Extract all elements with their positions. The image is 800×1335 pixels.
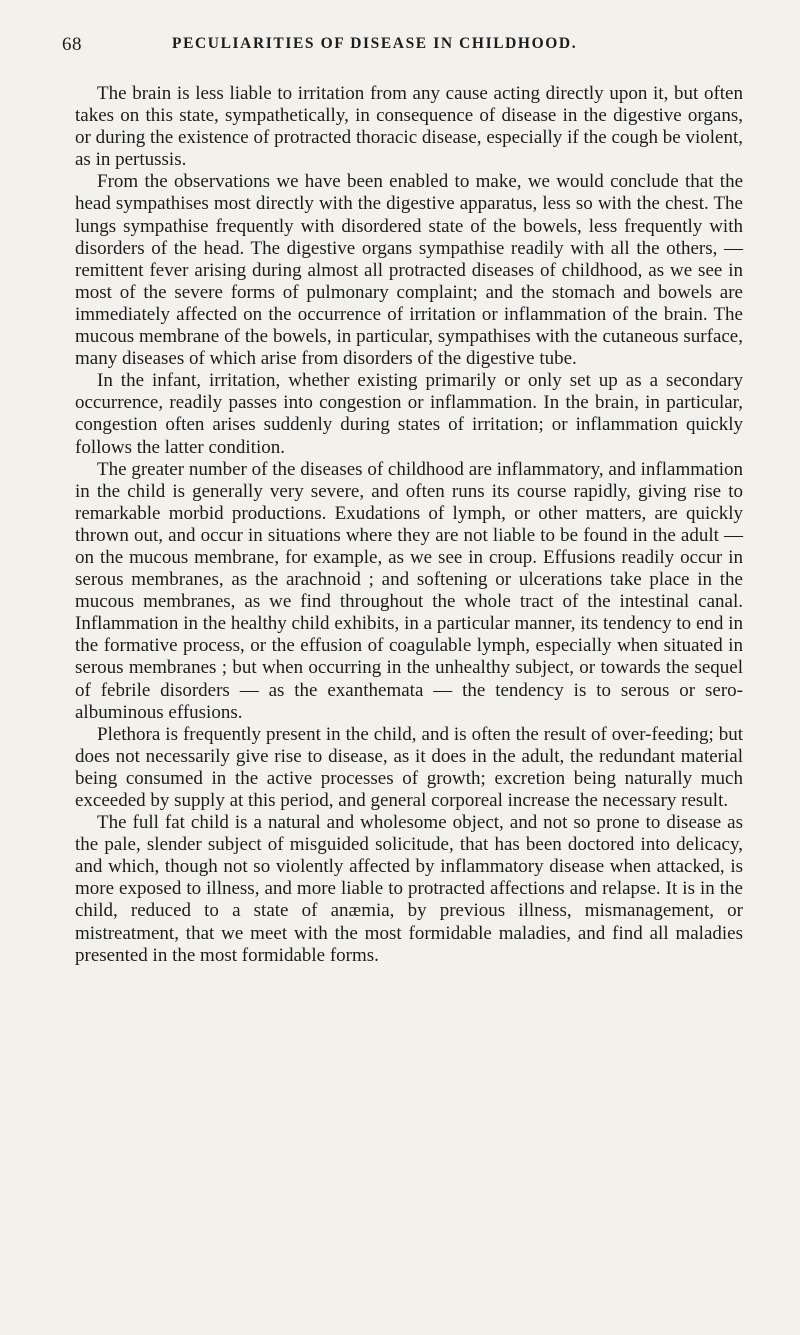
page-number: 68 — [62, 34, 82, 55]
paragraph-plethora: Plethora is frequently present in the child, and is often the result of over-feeding; but does not necessarily give rise to disease, as it does in the adult, the redundant material being consumed in the active processes of growth; excretion being naturally much exceeded by supply at this period, and general corporeal increase the necessary result. — [75, 723, 743, 811]
paragraph-inflammatory-diseases: The greater number of the diseases of childhood are inflammatory, and inflammation in the child is generally very severe, and often runs its course rapidly, giving rise to remarkable morbid productions. Exudations of lymph, or other matters, are quickly thrown out, and occur in situations where they are not liable to be found in the adult — on the mucous membrane, for example, as we see in croup. Effusions readily occur in serous membranes, as the arachnoid ; and softening or ulcerations take place in the mucous membranes, as we find throughout the whole tract of the intestinal canal. Inflammation in the healthy child exhibits, in a particular manner, its tendency to end in the formative process, or the effusion of coagulable lymph, especially when situated in serous membranes ; but when occurring in the unhealthy subject, or towards the sequel of febrile disorders — as the exanthemata — the tendency is to serous or sero-albuminous effusions. — [75, 458, 743, 723]
paragraph-full-fat-child: The full fat child is a natural and wholesome object, and not so prone to disease as the pale, slender subject of misguided solicitude, that has been doctored into delicacy, and which, though not so violently affected by inflammatory disease when attacked, is more exposed to illness, and more liable to protracted affections and relapse. It is in the child, reduced to a state of anæmia, by previous illness, mismanagement, or mistreatment, that we meet with the most formidable maladies, and find all maladies presented in the most formidable forms. — [75, 812, 743, 966]
body-text — [75, 83, 743, 967]
page-header — [62, 34, 742, 64]
paragraph-infant-irritation: In the infant, irritation, whether existing primarily or only set up as a secondary occurrence, readily passes into congestion or inflammation. In the brain, in particular, congestion often arises suddenly during states of irritation; or inflammation quickly follows the latter condition. — [75, 370, 743, 458]
running-title: PECULIARITIES OF DISEASE IN CHILDHOOD. — [172, 35, 578, 52]
paragraph-brain-irritation: The brain is less liable to irritation from any cause acting directly upon it, but often takes on this state, sympathetically, in consequence of disease in the digestive organs, or during the existence of protracted thoracic disease, especially if the cough be violent, as in pertussis. — [75, 83, 743, 171]
paragraph-sympathies: From the observations we have been enabled to make, we would conclude that the head sympathises most directly with the digestive apparatus, less so with the chest. The lungs sympathise frequently with disordered state of the bowels, less frequently with disorders of the head. The digestive organs sympathise readily with all the others, — remittent fever arising during almost all protracted diseases of childhood, as we see in most of the severe forms of pulmonary complaint; and the stomach and bowels are immediately affected on the occurrence of irritation or inflammation of the brain. The mucous membrane of the bowels, in particular, sympathises with the cutaneous surface, many diseases of which arise from disorders of the digestive tube. — [75, 171, 743, 370]
